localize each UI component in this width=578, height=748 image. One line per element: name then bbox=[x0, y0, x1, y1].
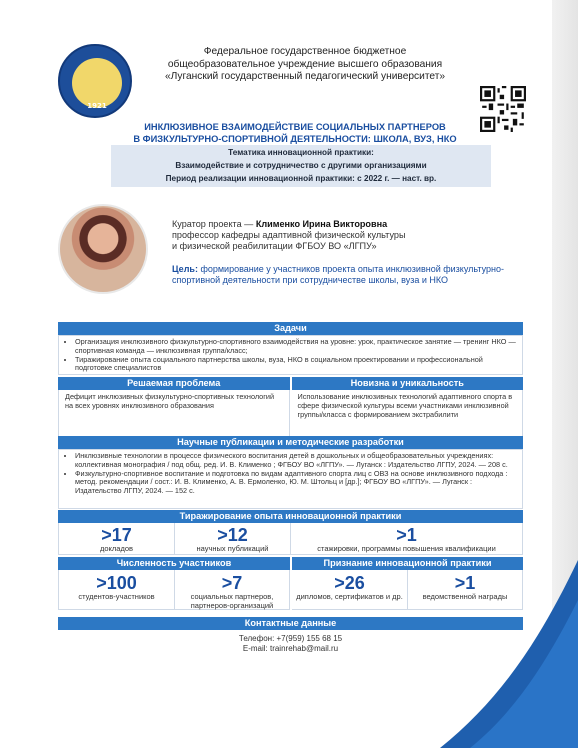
university-name: Федеральное государственное бюджетное общеобразовательное учреждение высшего образования «Луганский государственный педагогический университет» bbox=[164, 46, 446, 82]
stat-diplomas: >26 дипломов, сертификатов и др. bbox=[292, 570, 408, 609]
problem-header: Решаемая проблема bbox=[58, 377, 290, 390]
practice-theme-box: Тематика инновационной практики: Взаимодействие и сотрудничество с другими организациями Период реализации инновационной практики: с 2022 г. — наст. вр. bbox=[111, 145, 491, 187]
list-item: • Тиражирование опыта социального партнерства школы, вуза, НКО в социальном проектировании и профессиональной подготовке специалистов bbox=[75, 356, 516, 374]
tasks-section bbox=[58, 322, 523, 375]
novelty-header: Новизна и уникальность bbox=[292, 377, 524, 390]
tasks-header: Задачи bbox=[58, 322, 523, 335]
publications-section bbox=[58, 436, 523, 509]
list-item: • Инклюзивные технологии в процессе физического воспитания детей в дошкольных и общеобразовательных учреждениях: коллективная монография / под общ. ред. И. В. Клименко ; ФГБОУ ВО «ЛГПУ». — Луганск : Издательство ЛГПУ, 2024. — 208 с. bbox=[75, 452, 516, 470]
replication-section bbox=[58, 510, 523, 555]
list-item: • Физкультурно-спортивное воспитание и подготовка по видам адаптивного спорта лиц с ОВЗ на основе инклюзивного подхода : метод. рекомендации / сост.: И. В. Клименко, А. В. Ермоленко, Ю. М. Штольц и [др.]; ФГБОУ ВО «ЛГПУ». — Луганск : Издательство ЛГПУ, 2024. — 152 с. bbox=[75, 470, 516, 496]
stat-internships: >1 стажировки, программы повышения квалификации bbox=[291, 523, 523, 554]
curator-info: Куратор проекта — Клименко Ирина Викторовна профессор кафедры адаптивной физической культуры и физической реабилитации ФГБОУ ВО «ЛГПУ» bbox=[172, 219, 406, 251]
publications-header: Научные публикации и методические разработки bbox=[58, 436, 523, 449]
novelty-text: Использование инклюзивных технологий адаптивного спорта в сфере физической культуры всеми участниками инклюзивной группы/класса с формированием экстрабилити bbox=[292, 390, 524, 436]
contact-email[interactable]: E-mail: trainrehab@mail.ru bbox=[242, 643, 339, 653]
stat-partners: >7 социальных партнеров, партнеров-организаций bbox=[175, 570, 290, 609]
recognition-header: Признание инновационной практики bbox=[292, 557, 523, 570]
university-logo bbox=[58, 44, 132, 118]
participants-header: Численность участников bbox=[58, 557, 290, 570]
logo-emblem bbox=[72, 58, 122, 108]
contact-phone: Телефон: +7(959) 155 68 15 bbox=[238, 634, 343, 643]
curator-name: Клименко Ирина Викторовна bbox=[255, 219, 388, 229]
list-item: • Организация инклюзивного физкультурно-спортивного взаимодействия на уровне: урок, практическое занятие — тренинг НКО — спортивная команда — инклюзивная группа/класс; bbox=[75, 338, 516, 356]
stat-reports: >17 докладов bbox=[59, 523, 175, 554]
participants-recognition-section bbox=[58, 557, 523, 610]
stat-students: >100 студентов-участников bbox=[59, 570, 175, 609]
project-goal: Цель: формирование у участников проекта опыта инклюзивной физкультурно-спортивной деятельности при сотрудничестве школы, вуза и НКО bbox=[172, 264, 504, 285]
problem-text: Дефицит инклюзивных физкультурно-спортивных технологий на всех уровнях инклюзивного образования bbox=[58, 390, 290, 436]
project-title: ИНКЛЮЗИВНОЕ ВЗАИМОДЕЙСТВИЕ СОЦИАЛЬНЫХ ПАРТНЕРОВ В ФИЗКУЛЬТУРНО-СПОРТИВНОЙ ДЕЯТЕЛЬНОСТИ: ШКОЛА, ВУЗ, НКО bbox=[133, 122, 457, 144]
curator-photo bbox=[58, 204, 148, 294]
contacts-section bbox=[58, 617, 523, 630]
contacts-header: Контактные данные bbox=[58, 617, 523, 630]
logo-year: 1921 bbox=[87, 102, 107, 110]
problem-novelty-section bbox=[58, 377, 523, 436]
replication-header: Тиражирование опыта инновационной практики bbox=[58, 510, 523, 523]
stat-publications: >12 научных публикаций bbox=[175, 523, 291, 554]
stat-awards: >1 ведомственной награды bbox=[408, 570, 523, 609]
contact-details bbox=[58, 634, 523, 653]
